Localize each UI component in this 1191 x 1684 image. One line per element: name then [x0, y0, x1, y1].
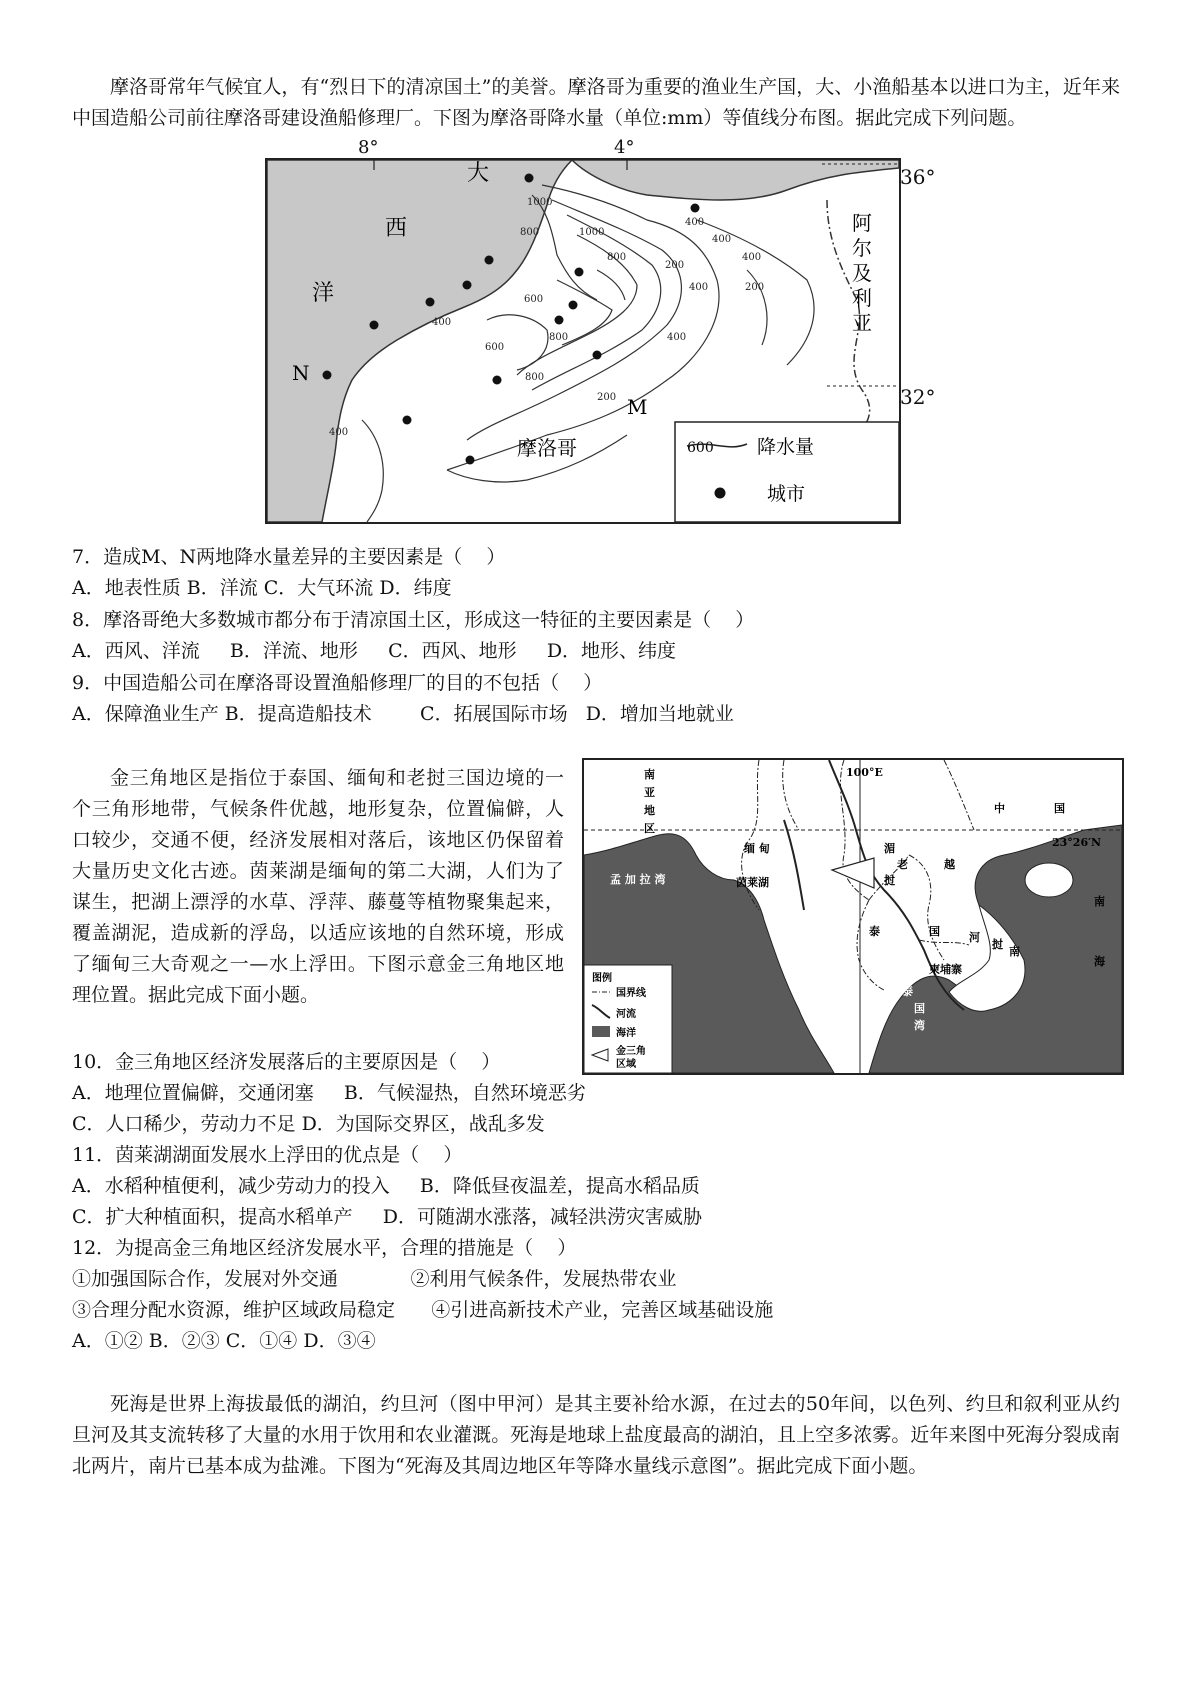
question-9-options: A．保障渔业生产 B．提高造船技术 C．拓展国际市场 D．增加当地就业 — [72, 703, 734, 725]
city-marker — [555, 316, 564, 325]
label-scs-2: 海 — [1094, 955, 1105, 968]
label-myanmar: 缅 甸 — [744, 842, 770, 855]
label-atlantic-3: 洋 — [312, 281, 335, 306]
morocco-map-svg — [267, 160, 899, 522]
label-south-asia-2: 亚 — [644, 786, 655, 799]
question-12-statements-12: ①加强国际合作，发展对外交通 ②利用气候条件，发展热带农业 — [72, 1268, 677, 1290]
isohyet-label: 400 — [667, 332, 687, 343]
morocco-precipitation-map — [265, 158, 901, 524]
question-8: 8．摩洛哥绝大多数城市都分布于清凉国土区，形成这一特征的主要因素是（ ） — [72, 609, 755, 631]
label-andaman-1: 安 — [804, 930, 815, 943]
label-algeria-5: 亚 — [852, 311, 872, 335]
label-mekong: 湄 — [884, 842, 895, 855]
legend-rain-label: 降水量 — [757, 436, 815, 458]
isohyet-label: 400 — [329, 427, 349, 438]
label-100e: 100°E — [846, 766, 883, 779]
label-south-asia-3: 地 — [644, 804, 655, 817]
question-11-options-ab: A．水稻种植便利，减少劳动力的投入 B．降低昼夜温差，提高水稻品质 — [72, 1175, 700, 1197]
city-marker — [485, 256, 494, 265]
legend-city-dot — [715, 488, 726, 499]
label-river-1: 河 — [969, 931, 980, 944]
isohyet-label: 600 — [485, 342, 505, 353]
label-south-asia-4: 区 — [644, 822, 655, 835]
label-atlantic-2: 西 — [385, 216, 408, 241]
label-algeria-3: 及 — [852, 261, 872, 285]
label-china-1: 中 — [994, 802, 1005, 815]
golden-triangle-legend — [584, 965, 672, 1073]
dead-sea-intro: 死海是世界上海拔最低的湖泊，约旦河（图中甲河）是其主要补给水源，在过去的50年间，以色列、约旦和叙利亚从约旦河及其支流转移了大量的水用于饮用和农业灌溉。死海是地球上盐度最高的湖泊，且上空多浓雾。近年来图中死海分裂成南北两片，南片已基本成为盐滩。下图为“死海及其周边地区年等降水量线示意图”。据此完成下面小题。 — [72, 1393, 1120, 1477]
legend-sea-label: 海洋 — [616, 1028, 636, 1039]
isohyet-label: 1000 — [527, 197, 553, 208]
label-gulf-3: 湾 — [914, 1019, 925, 1032]
label-scs-1: 南 — [1094, 895, 1105, 908]
label-thailand-1: 泰 — [869, 925, 880, 938]
city-marker — [691, 204, 700, 213]
question-7: 7．造成M、N两地降水量差异的主要因素是（ ） — [72, 546, 506, 568]
legend-city-label: 城市 — [767, 483, 806, 505]
question-11-options-cd: C．扩大种植面积，提高水稻单产 D．可随湖水涨落，减轻洪涝灾害威胁 — [72, 1206, 702, 1228]
label-andaman-2: 达 — [804, 947, 815, 960]
label-bay-of-bengal: 孟 加 拉 湾 — [610, 873, 666, 886]
isohyet-label: 1000 — [579, 227, 605, 238]
label-andaman-4: 海 — [804, 981, 815, 994]
isohyet-label: 800 — [520, 227, 540, 238]
city-marker — [593, 351, 602, 360]
label-andaman-3: 曼 — [804, 964, 815, 977]
question-12: 12．为提高金三角地区经济发展水平，合理的措施是（ ） — [72, 1237, 577, 1259]
label-river-2: 挝 — [992, 938, 1003, 951]
atlantic-ocean — [267, 160, 572, 522]
label-laos-2: 挝 — [884, 874, 895, 887]
city-marker — [525, 174, 534, 183]
label-south-vn: 南 — [1009, 945, 1020, 958]
label-tropic: 23°26′N — [1052, 836, 1102, 849]
isohyet-label: 200 — [665, 260, 685, 271]
question-7-options: A．地表性质 B．洋流 C．大气环流 D．纬度 — [72, 577, 452, 599]
city-marker — [370, 321, 379, 330]
lon-8-label: 8° — [358, 137, 379, 158]
label-vietnam: 越 — [944, 858, 955, 871]
mediterranean-sea — [572, 160, 899, 200]
label-thailand-2: 国 — [929, 925, 940, 938]
isohyet-label: 800 — [607, 252, 627, 263]
label-south-asia-1: 南 — [644, 768, 655, 781]
label-morocco: 摩洛哥 — [517, 436, 577, 460]
isohyet-label: 400 — [685, 217, 705, 228]
label-gulf-2: 国 — [914, 1002, 925, 1015]
legend-river-label: 河流 — [616, 1009, 636, 1020]
legend-isohyet-value: 600 — [687, 440, 714, 456]
label-point-m: M — [627, 395, 648, 419]
label-inle-lake: 茵莱湖 — [736, 876, 769, 889]
city-marker — [569, 301, 578, 310]
morocco-legend — [675, 422, 899, 522]
city-marker — [466, 456, 475, 465]
question-9: 9．中国造船公司在摩洛哥设置渔船修理厂的目的不包括（ ） — [72, 672, 603, 694]
hainan-island — [1025, 863, 1073, 897]
isohyet-label: 800 — [549, 332, 569, 343]
isohyet-label: 800 — [525, 372, 545, 383]
golden-triangle-intro: 金三角地区是指位于泰国、缅甸和老挝三国边境的一个三角形地带，气候条件优越，地形复杂，位置偏僻，人口较少，交通不便，经济发展相对落后，该地区仍保留着大量历史文化古迹。茵莱湖是缅甸的第二大湖，人们为了谋生，把湖上漂浮的水草、浮萍、藤蔓等植物聚集起来，覆盖湖泥，造成新的浮岛，以适应该地的自然环境，形成了缅甸三大奇观之一—水上浮田。下图示意金三角地区地理位置。据此完成下面小题。 — [72, 767, 564, 1006]
isohyet-label: 400 — [689, 282, 709, 293]
label-algeria-2: 尔 — [852, 236, 872, 260]
golden-triangle-map — [582, 758, 1124, 1075]
city-marker — [575, 268, 584, 277]
legend-triangle-label-2: 区域 — [616, 1059, 636, 1070]
isohyet-label: 400 — [742, 252, 762, 263]
label-algeria-1: 阿 — [852, 211, 872, 235]
morocco-intro: 摩洛哥常年气候宜人，有“烈日下的清凉国土”的美誉。摩洛哥为重要的渔业生产国，大、小渔船基本以进口为主，近年来中国造船公司前往摩洛哥建设渔船修理厂。下图为摩洛哥降水量（单位:mm）等值线分布图。据此完成下列问题。 — [72, 76, 1120, 129]
question-10: 10．金三角地区经济发展落后的主要原因是（ ） — [72, 1051, 501, 1073]
golden-triangle-svg — [584, 760, 1122, 1073]
legend-border-label: 国界线 — [616, 988, 646, 999]
question-8-options: A．西风、洋流 B．洋流、地形 C．西风、地形 D．地形、纬度 — [72, 640, 677, 662]
city-marker — [323, 371, 332, 380]
isohyet-label: 200 — [597, 392, 617, 403]
label-atlantic-1: 大 — [467, 161, 490, 186]
city-marker — [426, 298, 435, 307]
lat-36-label: 36° — [900, 165, 936, 189]
question-10-options-cd: C．人口稀少，劳动力不足 D．为国际交界区，战乱多发 — [72, 1113, 545, 1135]
legend-triangle-label-1: 金三角 — [616, 1046, 646, 1057]
legend-title: 图例 — [592, 973, 612, 984]
isohyet-label: 400 — [712, 234, 732, 245]
label-laos-1: 老 — [897, 858, 908, 871]
label-cambodia: 柬埔寨 — [929, 963, 962, 976]
question-12-statements-34: ③合理分配水资源，维护区域政局稳定 ④引进高新技术产业，完善区域基础设施 — [72, 1299, 774, 1321]
lat-32-label: 32° — [900, 385, 936, 409]
label-china-2: 国 — [1054, 802, 1065, 815]
isohyet-label: 200 — [745, 282, 765, 293]
golden-triangle-area — [832, 858, 874, 888]
label-gulf-1: 泰 — [902, 985, 913, 998]
question-11: 11．茵莱湖湖面发展水上浮田的优点是（ ） — [72, 1144, 463, 1166]
label-algeria-4: 利 — [852, 286, 872, 310]
question-10-options-ab: A．地理位置偏僻，交通闭塞 B．气候湿热，自然环境恶劣 — [72, 1082, 586, 1104]
question-12-options: A．①② B．②③ C．①④ D．③④ — [72, 1330, 376, 1352]
label-point-n: N — [292, 361, 310, 385]
isohyet-label: 400 — [432, 317, 452, 328]
lon-4-label: 4° — [614, 137, 635, 158]
isohyet-label: 600 — [524, 294, 544, 305]
city-marker — [403, 416, 412, 425]
city-marker — [493, 376, 502, 385]
city-marker — [463, 281, 472, 290]
